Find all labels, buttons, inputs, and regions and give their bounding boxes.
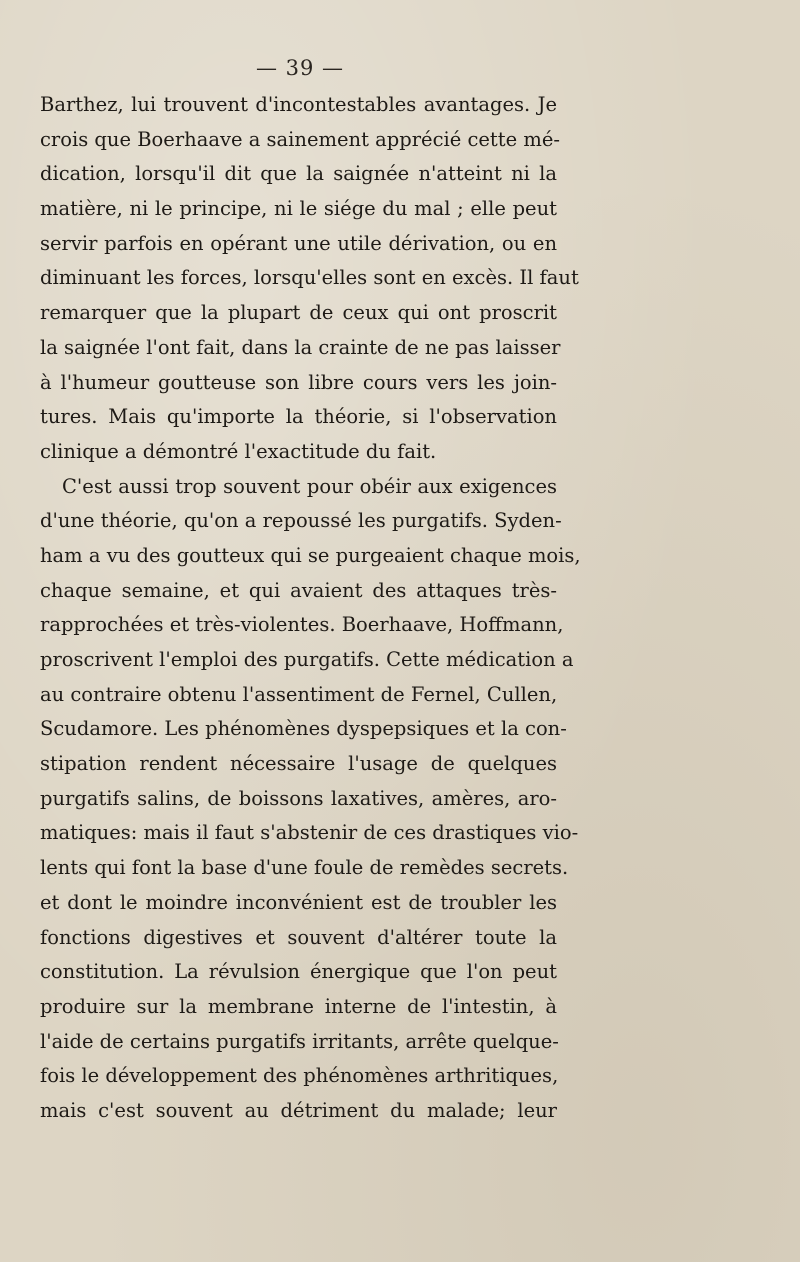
text-line: diminuant les forces, lorsqu'elles sont en excès. Il faut — [40, 266, 579, 290]
text-line: matière, ni le principe, ni le siége du mal ; elle peut — [40, 197, 557, 221]
text-line: d'une théorie, qu'on a repoussé les purgatifs. Syden- — [40, 509, 562, 533]
text-line: Barthez, lui trouvent d'incontestables avantages. Je — [40, 93, 557, 116]
text-line: mais c'est souvent au détriment du malade; leur — [40, 1098, 557, 1122]
text-line: servir parfois en opérant une utile dérivation, ou en — [40, 231, 557, 255]
text-line: proscrivent l'emploi des purgatifs. Cette médication a — [40, 648, 574, 671]
text-line: à l'humeur goutteuse son libre cours vers les join- — [40, 370, 557, 394]
text-line: fonctions digestives et souvent d'altérer toute la — [40, 925, 557, 949]
text-line: rapprochées et très-violentes. Boerhaave, Hoffmann, — [40, 613, 564, 637]
page-number: — 39 — — [255, 56, 345, 80]
text-line: remarquer que la plupart de ceux qui ont proscrit — [40, 301, 557, 325]
paragraph-start-line: C'est aussi trop souvent pour obéir aux exigences — [62, 474, 557, 498]
paragraph-end-line: clinique a démontré l'exactitude du fait. — [40, 439, 437, 463]
text-line: purgatifs salins, de boissons laxatives, amères, aro- — [40, 786, 557, 810]
text-line: matiques: mais il faut s'abstenir de ces drastiques vio- — [40, 821, 579, 845]
text-line: la saignée l'ont fait, dans la crainte de ne pas laisser — [40, 335, 561, 359]
text-line: crois que Boerhaave a sainement apprécié cette mé- — [40, 127, 560, 151]
text-line: l'aide de certains purgatifs irritants, arrête quelque- — [40, 1029, 559, 1053]
text-line: chaque semaine, et qui avaient des attaques très- — [40, 578, 557, 602]
text-line: constitution. La révulsion énergique que l'on peut — [40, 960, 557, 984]
text-line: dication, lorsqu'il dit que la saignée n'atteint ni la — [40, 162, 557, 186]
text-line: tures. Mais qu'importe la théorie, si l'observation — [40, 405, 557, 429]
text-line: au contraire obtenu l'assentiment de Fernel, Cullen, — [40, 682, 558, 706]
text-line: produire sur la membrane interne de l'intestin, à — [40, 994, 557, 1018]
text-line: lents qui font la base d'une foule de remèdes secrets. — [40, 856, 569, 880]
text-line: ham a vu des goutteux qui se purgeaient chaque mois, — [40, 543, 581, 567]
body-text — [40, 88, 581, 1129]
text-line: stipation rendent nécessaire l'usage de quelques — [40, 752, 557, 776]
text-line: et dont le moindre inconvénient est de troubler les — [40, 890, 557, 914]
text-line: Scudamore. Les phénomènes dyspepsiques et la con- — [40, 717, 567, 741]
text-line: fois le développement des phénomènes arthritiques, — [40, 1064, 559, 1088]
